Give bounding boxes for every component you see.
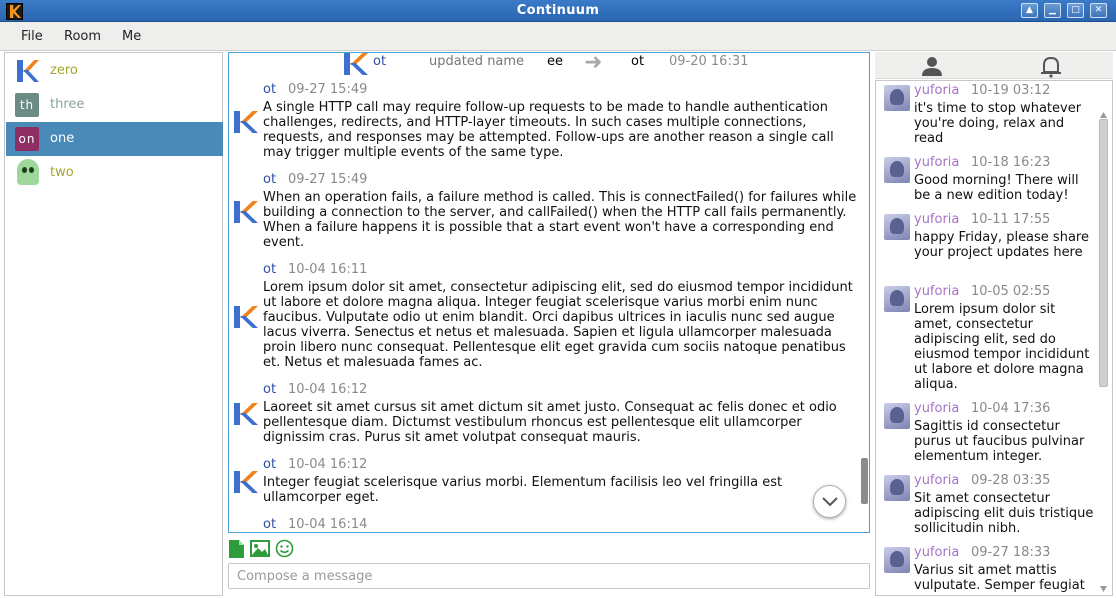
avatar (884, 85, 910, 111)
notifications-panel (875, 52, 1113, 596)
notice-old-name: ee (547, 54, 563, 69)
message-time: 10-04 16:14 (288, 517, 368, 532)
room-name: two (50, 165, 74, 180)
title-bar (0, 0, 1116, 22)
menu-me[interactable]: Me (122, 29, 142, 44)
side-tabs (875, 52, 1113, 79)
notification-author: yuforia (914, 212, 960, 227)
notification-time: 10-19 03:12 (971, 83, 1051, 98)
bell-icon[interactable] (1039, 54, 1063, 78)
room-avatar-k-logo-icon (15, 59, 39, 83)
maximize-button[interactable]: □ (1067, 3, 1084, 18)
notification-text: Varius sit amet mattis vulputate. Semper feugiat (914, 563, 1085, 593)
keep-above-button[interactable]: ▲ (1021, 3, 1038, 18)
notification-text: happy Friday, please share your project updates here (914, 230, 1089, 260)
k-logo-avatar-icon[interactable] (233, 109, 259, 135)
notification-list[interactable] (875, 80, 1113, 596)
room-avatar: on (15, 127, 39, 151)
room-item-one[interactable] (6, 122, 223, 156)
message-author[interactable]: ot (263, 262, 277, 277)
room-name: zero (50, 63, 78, 78)
notification-text: it's time to stop whatever you're doing, relax and read (914, 101, 1082, 146)
message-text: A single HTTP call may require follow-up requests to be made to handle authentication challenges, redirects, and HTTP-layer timeouts. In such cases multiple connections, requests, and responses may be attempted. Follow-ups are another reason a single call may trigger multiple events of the same type. (263, 100, 834, 160)
message-author[interactable]: ot (263, 457, 277, 472)
notice-time: 09-20 16:31 (669, 54, 749, 69)
avatar (884, 214, 910, 240)
message-text: Laoreet sit amet cursus sit amet dictum sit amet justo. Consequat ac felis donec et odio pellentesque diam. Dictumst vestibulum rhoncus est pellentesque elit ullamcorper dignissim cras. Purus sit amet volutpat consequat mauris. (263, 400, 837, 445)
notification-author: yuforia (914, 401, 960, 416)
avatar (884, 286, 910, 312)
message-time: 10-04 16:11 (288, 262, 368, 277)
avatar (884, 475, 910, 501)
notice-label: updated name (429, 54, 525, 69)
k-logo-avatar-icon[interactable] (233, 401, 259, 427)
menu-file[interactable]: File (21, 29, 43, 44)
notification-author: yuforia (914, 473, 960, 488)
message-author[interactable]: ot (263, 172, 277, 187)
menu-bar (0, 22, 1116, 51)
room-item-zero[interactable] (6, 54, 223, 88)
minimize-button[interactable]: ▁ (1044, 3, 1061, 18)
room-name: three (50, 97, 85, 112)
k-logo-avatar-icon[interactable] (233, 199, 259, 225)
message-author[interactable]: ot (263, 82, 277, 97)
k-logo-avatar-icon (343, 52, 369, 77)
message-time: 10-04 16:12 (288, 382, 368, 397)
k-logo-avatar-icon[interactable] (233, 469, 259, 495)
notification-text: Sit amet consectetur adipiscing elit duis tristique sollicitudin nibh. (914, 491, 1094, 536)
scroll-up-arrow-icon[interactable] (1099, 111, 1108, 119)
message-time: 09-27 15:49 (288, 82, 368, 97)
image-icon[interactable] (250, 540, 270, 557)
notification-text: Lorem ipsum dolor sit amet, consectetur adipiscing elit, sed do eiusmod tempor incididunt ut labore et dolore magna aliqua. (914, 302, 1090, 392)
notification-author: yuforia (914, 83, 960, 98)
notice-new-name: ot (631, 54, 645, 69)
message-text: Integer feugiat scelerisque varius morbi. Elementum facilisis leo vel fringilla est ullamcorper eget. (263, 475, 783, 505)
notification-time: 10-11 17:55 (971, 212, 1051, 227)
notification-text: Good morning! There will be a new edition today! (914, 173, 1079, 203)
person-icon[interactable] (921, 55, 943, 77)
message-author[interactable]: ot (263, 382, 277, 397)
arrow-right-icon: ➜ (584, 52, 603, 75)
window-title: Continuum (516, 3, 600, 18)
room-name: one (50, 131, 75, 146)
notification-time: 10-04 17:36 (971, 401, 1051, 416)
notification-author: yuforia (914, 155, 960, 170)
menu-room[interactable]: Room (64, 29, 102, 44)
room-list (4, 52, 223, 596)
notice-author[interactable]: ot (373, 54, 387, 69)
notification-time: 09-28 03:35 (971, 473, 1051, 488)
notification-author: yuforia (914, 545, 960, 560)
avatar (884, 547, 910, 573)
message-timeline[interactable] (228, 52, 870, 533)
notification-time: 10-05 02:55 (971, 284, 1051, 299)
message-time: 10-04 16:12 (288, 457, 368, 472)
smiley-icon[interactable] (275, 539, 294, 558)
composer-toolbar (228, 538, 328, 560)
compose-message-input[interactable] (228, 563, 870, 589)
room-item-three[interactable] (6, 88, 223, 122)
notification-time: 09-27 18:33 (971, 545, 1051, 560)
notification-scrollbar[interactable] (1099, 119, 1108, 387)
message-text: Lorem ipsum dolor sit amet, consectetur adipiscing elit, sed do eiusmod tempor incididunt ut labore et dolore magna aliqua. Integer feugiat scelerisque varius morbi enim nunc faucibus. Vulputate odio ut enim blandit. Orci dapibus ultrices in iaculis nunc sed augue lacus viverra. Senectus et netus et malesuada. Sapien et ligula ullamcorper malesuada proin libero nunc consequat. Pellentesque elit eget gravida cum sociis natoque penatibus et. Netus et malesuada fames ac. (263, 280, 853, 370)
ghost-avatar-icon (17, 159, 39, 185)
timeline-scrollbar[interactable] (861, 458, 868, 504)
room-item-two[interactable] (6, 156, 223, 190)
chevron-down-icon (821, 494, 839, 510)
message-time: 09-27 15:49 (288, 172, 368, 187)
message-author[interactable]: ot (263, 517, 277, 532)
room-avatar: th (15, 93, 39, 117)
scroll-to-bottom-button[interactable] (813, 485, 846, 518)
notification-author: yuforia (914, 284, 960, 299)
notification-text: Sagittis id consectetur purus ut faucibus pulvinar elementum integer. (914, 419, 1085, 464)
notification-time: 10-18 16:23 (971, 155, 1051, 170)
avatar (884, 403, 910, 429)
close-button[interactable]: ✕ (1090, 3, 1107, 18)
scroll-down-arrow-icon[interactable] (1099, 585, 1108, 593)
k-logo-avatar-icon[interactable] (233, 304, 259, 330)
avatar (884, 157, 910, 183)
file-icon[interactable] (228, 539, 245, 559)
message-text: When an operation fails, a failure method is called. This is connectFailed() for failures while building a connection to the server, and callFailed() when the HTTP call fails permanently. When a failure happens it is possible that a start event won't have a corresponding end event. (263, 190, 857, 250)
